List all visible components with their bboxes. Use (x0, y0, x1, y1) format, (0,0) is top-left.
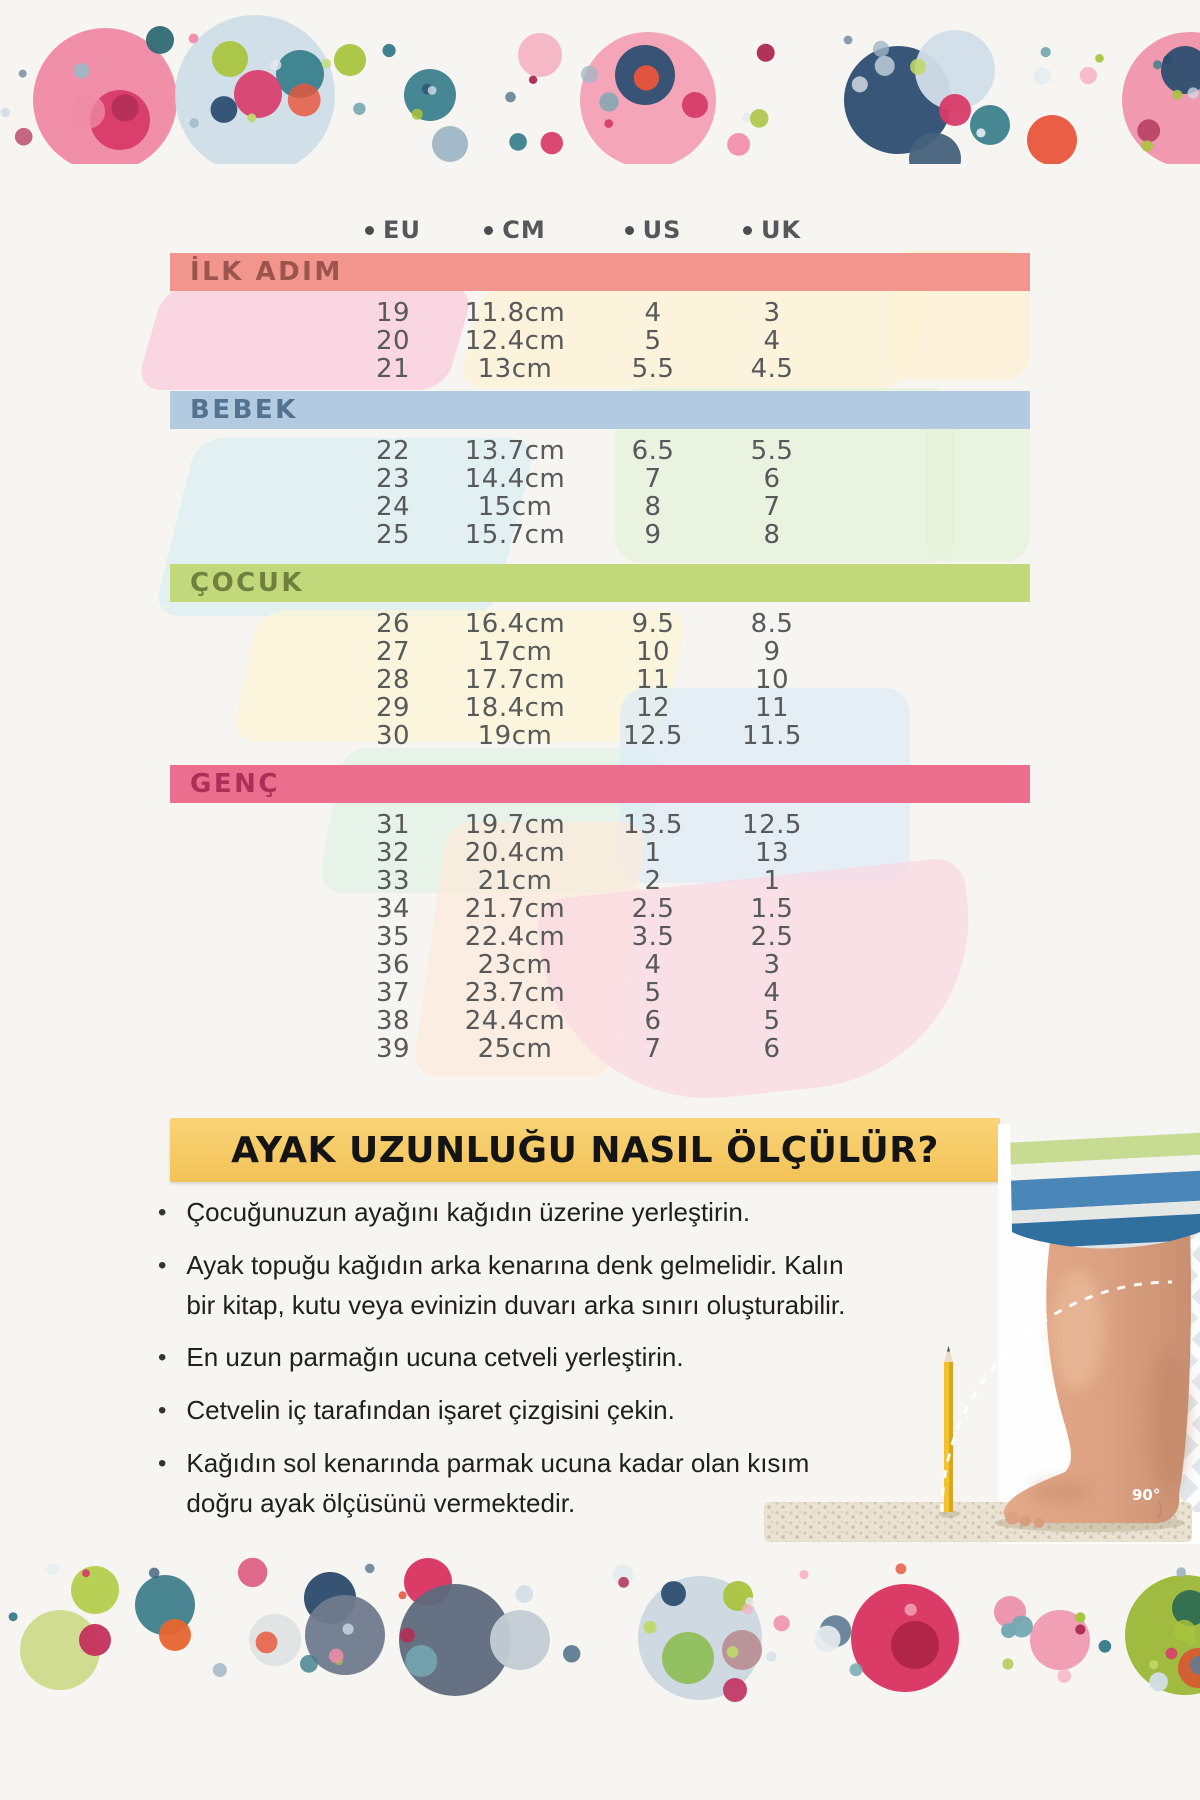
header-bullet-icon (743, 226, 752, 235)
size-row (170, 923, 1030, 951)
size-cell-cm: 22.4cm (464, 922, 566, 952)
size-row (170, 666, 1030, 694)
column-header-label: US (642, 216, 682, 244)
size-cell-cm: 19.7cm (464, 810, 566, 840)
size-cell-uk: 11.5 (742, 721, 802, 751)
size-row (170, 327, 1030, 355)
howto-title: AYAK UZUNLUĞU NASIL ÖLÇÜLÜR? (231, 1129, 939, 1171)
size-row (170, 299, 1030, 327)
size-cell-eu: 21 (375, 354, 411, 384)
size-row (170, 521, 1030, 549)
size-cell-us: 6 (644, 1006, 662, 1036)
size-cell-uk: 10 (754, 665, 790, 695)
size-cell-uk: 12.5 (742, 810, 802, 840)
bullet-icon: • (158, 1252, 167, 1279)
section-rows (170, 437, 1030, 549)
size-chart (170, 212, 1030, 1063)
size-row (170, 839, 1030, 867)
size-cell-cm: 19cm (477, 721, 553, 751)
size-cell-us: 4 (644, 298, 662, 328)
size-cell-uk: 8 (763, 520, 781, 550)
section-label: GENÇ (190, 769, 280, 799)
size-row (170, 638, 1030, 666)
section-rows (170, 299, 1030, 383)
column-header-cm (445, 216, 585, 244)
size-cell-cm: 14.4cm (464, 464, 566, 494)
size-cell-us: 5.5 (631, 354, 675, 384)
size-row (170, 437, 1030, 465)
size-cell-eu: 20 (375, 326, 411, 356)
size-cell-us: 12 (635, 693, 671, 723)
instruction-text: Ayak topuğu kağıdın arka kenarına denk gelmelidir. Kalın bir kitap, kutu veya evinizin duvarı arka sınırı oluşturabilir. (186, 1250, 846, 1321)
howto-instructions (158, 1192, 848, 1534)
instruction-text: En uzun parmağın ucuna cetveli yerleştirin. (186, 1341, 684, 1372)
size-cell-cm: 12.4cm (464, 326, 566, 356)
size-cell-us: 2 (644, 866, 662, 896)
size-cell-us: 4 (644, 950, 662, 980)
instruction-text: Çocuğunuzun ayağını kağıdın üzerine yerleştirin. (186, 1197, 751, 1227)
size-cell-uk: 3 (763, 950, 781, 980)
section-label: BEBEK (190, 395, 298, 425)
size-cell-cm: 20.4cm (464, 838, 566, 868)
size-cell-eu: 37 (375, 978, 411, 1008)
instruction-item (158, 1245, 848, 1326)
size-row (170, 694, 1030, 722)
size-cell-us: 9.5 (631, 609, 675, 639)
instruction-item (158, 1443, 848, 1524)
size-cell-cm: 23.7cm (464, 978, 566, 1008)
size-cell-eu: 23 (375, 464, 411, 494)
size-cell-us: 5 (644, 978, 662, 1008)
size-cell-us: 7 (644, 464, 662, 494)
bullet-icon: • (158, 1343, 167, 1371)
size-cell-uk: 11 (754, 693, 790, 723)
size-cell-cm: 11.8cm (464, 298, 566, 328)
section-bar-1 (170, 391, 1030, 429)
size-cell-eu: 36 (375, 950, 411, 980)
size-cell-eu: 19 (375, 298, 411, 328)
section-bar-3 (170, 765, 1030, 803)
size-cell-uk: 4 (763, 978, 781, 1008)
size-cell-uk: 7 (763, 492, 781, 522)
baby-foot-photo (760, 1120, 1200, 1550)
size-cell-uk: 4.5 (750, 354, 794, 384)
size-row (170, 465, 1030, 493)
size-row (170, 722, 1030, 750)
size-cell-eu: 29 (375, 693, 411, 723)
size-cell-us: 10 (635, 637, 671, 667)
instruction-item (158, 1192, 848, 1234)
instruction-text: Kağıdın sol kenarında parmak ucuna kadar olan kısım doğru ayak ölçüsünü vermektedir. (186, 1447, 810, 1518)
section-rows (170, 610, 1030, 750)
bullet-icon: • (158, 1449, 167, 1477)
size-cell-eu: 34 (375, 894, 411, 924)
size-cell-uk: 1 (763, 866, 781, 896)
size-row (170, 493, 1030, 521)
instruction-text: Cetvelin iç tarafından işaret çizgisini çekin. (186, 1394, 675, 1425)
size-row (170, 355, 1030, 383)
size-cell-eu: 35 (375, 922, 411, 952)
size-cell-us: 2.5 (631, 894, 675, 924)
size-cell-eu: 38 (375, 1006, 411, 1036)
size-cell-uk: 9 (763, 637, 781, 667)
size-cell-us: 12.5 (623, 721, 683, 751)
size-cell-uk: 6 (763, 1034, 781, 1064)
size-cell-uk: 8.5 (750, 609, 794, 639)
instruction-item (158, 1337, 848, 1379)
column-header-uk (702, 216, 842, 244)
size-cell-cm: 24.4cm (464, 1006, 566, 1036)
section-rows (170, 811, 1030, 1063)
size-cell-us: 3.5 (631, 922, 675, 952)
size-cell-eu: 25 (375, 520, 411, 550)
section-label: ÇOCUK (190, 568, 305, 598)
column-header-label: UK (760, 216, 802, 244)
decorative-dots-top (0, 14, 1200, 164)
size-cell-cm: 23cm (477, 950, 553, 980)
size-cell-cm: 17.7cm (464, 665, 566, 695)
size-cell-us: 7 (644, 1034, 662, 1064)
size-cell-uk: 5.5 (750, 436, 794, 466)
angle-label: 90° (1132, 1486, 1161, 1504)
size-cell-cm: 13.7cm (464, 436, 566, 466)
section-bar-2 (170, 564, 1030, 602)
size-cell-uk: 5 (763, 1006, 781, 1036)
size-cell-cm: 21.7cm (464, 894, 566, 924)
header-bullet-icon (365, 226, 374, 235)
size-cell-eu: 28 (375, 665, 411, 695)
size-row (170, 979, 1030, 1007)
size-cell-us: 9 (644, 520, 662, 550)
size-row (170, 1035, 1030, 1063)
size-cell-cm: 15.7cm (464, 520, 566, 550)
size-cell-uk: 13 (754, 838, 790, 868)
size-cell-us: 5 (644, 326, 662, 356)
size-cell-uk: 3 (763, 298, 781, 328)
size-row (170, 895, 1030, 923)
size-cell-uk: 1.5 (750, 894, 794, 924)
size-cell-uk: 6 (763, 464, 781, 494)
size-cell-cm: 25cm (477, 1034, 553, 1064)
size-row (170, 867, 1030, 895)
size-cell-us: 11 (635, 665, 671, 695)
size-cell-cm: 16.4cm (464, 609, 566, 639)
bullet-icon: • (158, 1199, 167, 1226)
size-cell-uk: 4 (763, 326, 781, 356)
size-cell-uk: 2.5 (750, 922, 794, 952)
size-cell-cm: 17cm (477, 637, 553, 667)
section-label: İLK ADIM (190, 257, 343, 287)
size-row (170, 1007, 1030, 1035)
header-bullet-icon (625, 226, 634, 235)
size-cell-eu: 33 (375, 866, 411, 896)
size-cell-cm: 13cm (477, 354, 553, 384)
size-cell-eu: 32 (375, 838, 411, 868)
size-chart-header (170, 212, 1030, 253)
size-cell-eu: 22 (375, 436, 411, 466)
size-row (170, 811, 1030, 839)
column-header-label: EU (383, 216, 421, 244)
size-cell-eu: 27 (375, 637, 411, 667)
header-bullet-icon (484, 226, 493, 235)
column-header-eu (323, 216, 463, 244)
size-cell-us: 1 (644, 838, 662, 868)
size-cell-cm: 18.4cm (464, 693, 566, 723)
size-row (170, 610, 1030, 638)
bullet-icon: • (158, 1396, 167, 1424)
decorative-dots-bottom (0, 1552, 1200, 1702)
column-header-label: CM (502, 216, 546, 244)
size-cell-us: 6.5 (631, 436, 675, 466)
size-cell-cm: 21cm (477, 866, 553, 896)
size-cell-us: 13.5 (623, 810, 683, 840)
size-cell-eu: 30 (375, 721, 411, 751)
section-bar-0 (170, 253, 1030, 291)
instruction-item (158, 1390, 848, 1432)
size-cell-eu: 31 (375, 810, 411, 840)
size-chart-body (170, 253, 1030, 1063)
size-cell-us: 8 (644, 492, 662, 522)
size-cell-eu: 39 (375, 1034, 411, 1064)
size-cell-cm: 15cm (477, 492, 553, 522)
size-cell-eu: 24 (375, 492, 411, 522)
size-row (170, 951, 1030, 979)
size-cell-eu: 26 (375, 609, 411, 639)
